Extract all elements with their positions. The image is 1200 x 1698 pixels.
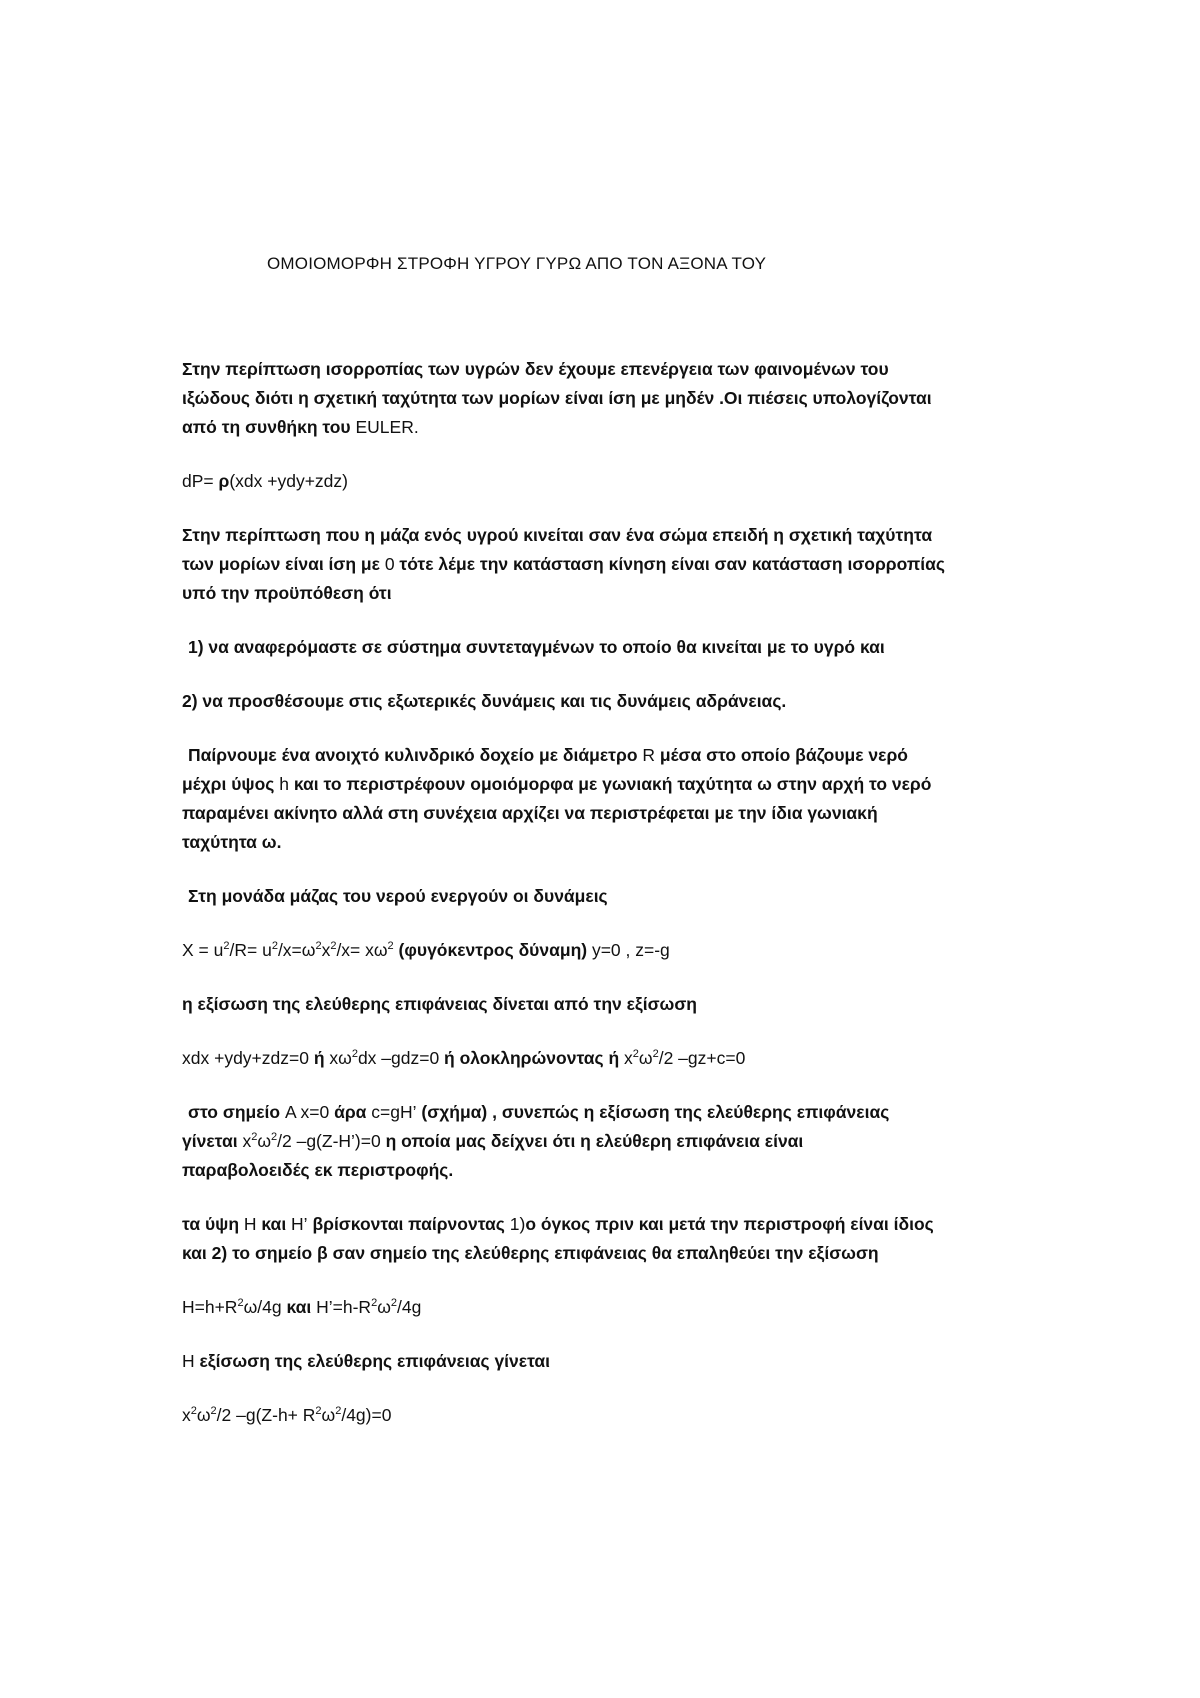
paragraph-free-surface: [182, 990, 1042, 1019]
text-fragment: /2 –g(Z-h+ R: [216, 1405, 316, 1425]
superscript: 2: [190, 1405, 197, 1417]
text-line: ιξώδους διότι η σχετική ταχύτητα των μορίων είναι ίση με μηδέν .Οι πιέσεις υπολογίζονται: [182, 388, 932, 408]
text-fragment: c=gH’: [371, 1102, 417, 1122]
text-fragment: /2 –g(Z-H’)=0: [277, 1131, 381, 1151]
text-fragment: (σχήμα) , συνεπώς η εξίσωση της ελεύθερης επιφάνειας: [416, 1102, 890, 1122]
text-fragment: h: [279, 774, 289, 794]
paragraph-final-equation-intro: [182, 1347, 1042, 1376]
text-fragment: x: [624, 1048, 633, 1068]
text-fragment: x: [321, 940, 331, 960]
text-fragment: X = u: [182, 940, 224, 960]
superscript: 2: [371, 1297, 378, 1309]
text-fragment: ή: [313, 1048, 330, 1068]
text-line: Στη μονάδα μάζας του νερού ενεργούν οι δυνάμεις: [188, 886, 608, 906]
text-fragment: /x= xω: [336, 940, 388, 960]
text-fragment: H=h+R: [182, 1297, 238, 1317]
text-fragment: H’: [291, 1214, 308, 1234]
superscript: 2: [315, 1405, 322, 1417]
text-fragment: βρίσκονται παίρνοντας: [307, 1214, 510, 1234]
text-fragment: x: [182, 1405, 191, 1425]
text-fragment: μέχρι ύψος: [182, 774, 280, 794]
text-fragment: ω: [638, 1048, 653, 1068]
text-fragment: και το περιστρέφουν ομοιόμορφα με γωνιακή ταχύτητα ω στην αρχή το νερό: [288, 774, 932, 794]
superscript: 2: [390, 1297, 397, 1309]
paragraph-equilibrium-intro: [182, 355, 1042, 442]
paragraph-point-a: [182, 1098, 1042, 1185]
text-fragment: και: [256, 1214, 292, 1234]
superscript: 2: [271, 940, 278, 952]
superscript: 2: [330, 940, 337, 952]
paragraph-moving-body: [182, 521, 1042, 608]
equation-free-surface: [182, 1044, 1042, 1073]
text-line: ταχύτητα ω.: [182, 832, 282, 852]
text-fragment: 0: [384, 554, 395, 574]
superscript: 2: [237, 1297, 244, 1309]
text-fragment: /4g: [396, 1297, 422, 1317]
text-line: [182, 1401, 1042, 1430]
text-line: [182, 1210, 1042, 1239]
text-fragment: /x=ω: [277, 940, 316, 960]
superscript: 2: [335, 1405, 342, 1417]
text-fragment: ω: [377, 1297, 391, 1317]
text-fragment: και: [286, 1297, 317, 1317]
text-line: παραβολοειδές εκ περιστροφής.: [182, 1160, 454, 1180]
paragraph-cylinder: [182, 741, 1042, 857]
document-title: ΟΜΟΙΟΜΟΡΦΗ ΣΤΡΟΦΗ ΥΓΡΟΥ ΓΥΡΩ ΑΠΟ ΤΟΝ ΑΞΟΝΑ ΤΟΥ: [267, 254, 767, 273]
text-fragment: xω: [329, 1048, 352, 1068]
text-fragment: H: [243, 1214, 257, 1234]
text-fragment: R: [642, 745, 656, 765]
equation-heights: [182, 1293, 1042, 1322]
superscript: 2: [632, 1048, 639, 1060]
text-line: παραμένει ακίνητο αλλά στη συνέχεια αρχίζει να περιστρέφεται με την ίδια γωνιακή: [182, 803, 878, 823]
text-fragment: τα ύψη: [182, 1214, 244, 1234]
text-fragment: xdx +ydy+zdz=0: [182, 1048, 314, 1068]
text-line: [188, 741, 1042, 770]
superscript: 2: [271, 1131, 278, 1143]
text-line: [182, 467, 1042, 496]
text-fragment: /2 –gz+c=0: [658, 1048, 746, 1068]
text-line: υπό την προϋπόθεση ότι: [182, 583, 392, 603]
equation-final: [182, 1401, 1042, 1430]
paragraph-forces: [182, 882, 1042, 911]
superscript: 2: [351, 1048, 358, 1060]
text-fragment: Παίρνουμε ένα ανοιχτό κυλινδρικό δοχείο με διάμετρο: [188, 745, 643, 765]
text-fragment: γίνεται: [182, 1131, 243, 1151]
equation-pressure: [182, 467, 1042, 496]
equation-forces: [182, 936, 1042, 965]
text-fragment: εξίσωση της ελεύθερης επιφάνειας γίνεται: [194, 1351, 551, 1371]
text-line: [182, 936, 1042, 965]
text-fragment: ω: [321, 1405, 336, 1425]
text-fragment: EULER.: [355, 417, 419, 437]
text-fragment: y=0 , z=-g: [591, 940, 670, 960]
superscript: 2: [210, 1405, 217, 1417]
text-fragment: /4g)=0: [341, 1405, 392, 1425]
text-fragment: (φυγόκεντρος δύναμη): [393, 940, 592, 960]
text-fragment: dx –gdz=0: [357, 1048, 445, 1068]
text-line: [182, 1293, 1042, 1322]
text-fragment: ω: [257, 1131, 271, 1151]
text-fragment: (xdx +ydy+zdz): [229, 471, 348, 491]
document-body: [182, 355, 1042, 1455]
text-line: [182, 1347, 1042, 1376]
text-fragment: H’=h-R: [316, 1297, 372, 1317]
text-line: [182, 413, 1042, 442]
text-fragment: τότε λέμε την κατάσταση κίνηση είναι σαν κατάσταση ισορροπίας: [394, 554, 945, 574]
text-fragment: ω/4g: [243, 1297, 287, 1317]
text-fragment: μέσα στο οποίο βάζουμε νερό: [655, 745, 908, 765]
text-fragment: 1): [509, 1214, 526, 1234]
superscript: 2: [387, 940, 394, 952]
text-fragment: των μορίων είναι ίση με: [182, 554, 385, 574]
text-line: Στην περίπτωση που η μάζα ενός υγρού κινείται σαν ένα σώμα επειδή η σχετική ταχύτητα: [182, 525, 933, 545]
text-fragment: ή ολοκληρώνοντας ή: [444, 1048, 625, 1068]
text-line: Στην περίπτωση ισορροπίας των υγρών δεν έχουμε επενέργεια των φαινομένων του: [182, 359, 889, 379]
paragraph-heights: [182, 1210, 1042, 1268]
superscript: 2: [315, 940, 322, 952]
text-line: η εξίσωση της ελεύθερης επιφάνειας δίνεται από την εξίσωση: [182, 994, 697, 1014]
text-fragment: H: [182, 1351, 195, 1371]
text-fragment: στο σημείο: [188, 1102, 285, 1122]
text-fragment: ρ: [218, 471, 230, 491]
list-item-2: [182, 687, 1042, 716]
text-line: 1) να αναφερόμαστε σε σύστημα συντεταγμένων το οποίο θα κινείται με το υγρό και: [188, 637, 885, 657]
text-line: [182, 1044, 1042, 1073]
text-line: 2) να προσθέσουμε στις εξωτερικές δυνάμεις και τις δυνάμεις αδράνειας.: [182, 691, 787, 711]
text-fragment: η οποία μας δείχνει ότι η ελεύθερη επιφάνεια είναι: [380, 1131, 804, 1151]
text-line: [188, 1098, 1042, 1127]
text-fragment: x: [242, 1131, 252, 1151]
superscript: 2: [251, 1131, 258, 1143]
list-item-1: [182, 633, 1042, 662]
superscript: 2: [652, 1048, 659, 1060]
text-fragment: /R= u: [229, 940, 272, 960]
text-fragment: ω: [196, 1405, 211, 1425]
text-fragment: A x=0: [284, 1102, 330, 1122]
text-fragment: ο όγκος πριν και μετά την περιστροφή είναι ίδιος: [525, 1214, 934, 1234]
text-line: [182, 770, 1042, 799]
text-fragment: από τη συνθήκη του: [182, 417, 356, 437]
text-line: [182, 550, 1042, 579]
text-fragment: dP=: [182, 471, 219, 491]
text-fragment: άρα: [329, 1102, 372, 1122]
superscript: 2: [223, 940, 230, 952]
text-line: [182, 1127, 1042, 1156]
text-line: και 2) το σημείο β σαν σημείο της ελεύθερης επιφάνειας θα επαληθεύει την εξίσωση: [182, 1243, 879, 1263]
